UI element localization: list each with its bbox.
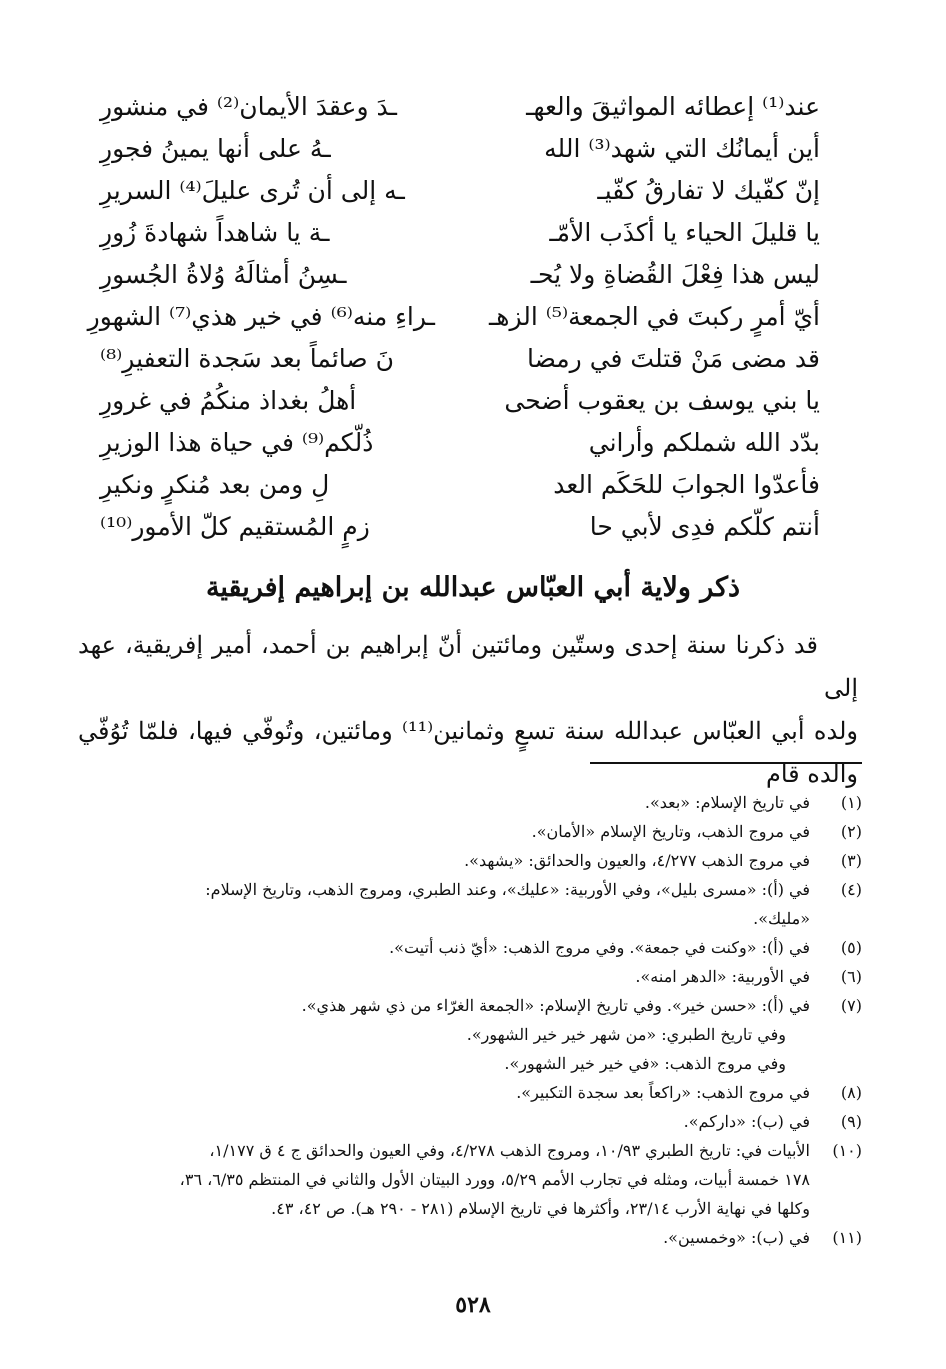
footnote-text bbox=[72, 962, 810, 991]
footnote-number: (٢) bbox=[840, 822, 862, 841]
footnote bbox=[72, 1107, 862, 1136]
footnote-line: في (أ): «مسرى بليل»، وفي الأوربية: «عليك»، وعند الطبري، ومروج الذهب، وتاريخ الإسلام: bbox=[205, 880, 810, 899]
verse-second-hemistich: لِ ومن بعد مُنكرٍ ونكيرِ bbox=[100, 470, 330, 499]
footnote-line: في مروج الذهب، وتاريخ الإسلام «الأمان». bbox=[531, 822, 810, 841]
verse-first-hemistich: ليس هذا فِعْلَ القُضاةِ ولا يُحـ bbox=[530, 260, 820, 289]
footnote-text bbox=[72, 1223, 810, 1252]
footnote-number: (٤) bbox=[840, 880, 862, 899]
prose-line: ولده أبي العبّاس عبدالله سنة تسعٍ وثمانين⁽¹¹⁾ ومائتين، وتُوفّي فيها، فلمّا تُوُفّي والده قام bbox=[78, 717, 858, 788]
verse-first-hemistich: بدّد الله شملكم وأراني bbox=[588, 428, 820, 457]
verse-row bbox=[100, 380, 820, 422]
verse-row bbox=[100, 254, 820, 296]
footnotes-block bbox=[72, 788, 862, 1252]
verse-second-hemistich: ـهُ على أنها يمينُ فجورِ bbox=[100, 134, 331, 163]
footnote bbox=[72, 875, 862, 933]
footnote bbox=[72, 1078, 862, 1107]
verse-row bbox=[100, 170, 820, 212]
footnote-line: في (ب): «وخمسين». bbox=[663, 1228, 810, 1247]
verse-first-hemistich: يا بني يوسف بن يعقوب أضحى bbox=[504, 386, 820, 415]
footnote bbox=[72, 817, 862, 846]
verse-second-hemistich: أهلُ بغداذ منكُمُ في غرورِ bbox=[100, 386, 357, 415]
verse-row bbox=[100, 464, 820, 506]
footnote-number: (٨) bbox=[840, 1083, 862, 1102]
verse-row bbox=[87, 296, 820, 338]
footnote-line: «مليك». bbox=[753, 909, 810, 928]
footnote-number: (١٠) bbox=[832, 1141, 862, 1160]
footnote-number: (١١) bbox=[832, 1228, 862, 1247]
footnote-number: (١) bbox=[840, 793, 862, 812]
footnote-line: وكلها في نهاية الأرب ٢٣/١٤، وأكثرها في تاريخ الإسلام (٢٨١ - ٢٩٠ هـ). ص ٤٢، ٤٣. bbox=[271, 1199, 810, 1218]
verse-row bbox=[100, 128, 820, 170]
verse-second-hemistich: ـسِنُ أمثالَهُ وُلاةُ الجُسورِ bbox=[100, 260, 347, 289]
footnote-number: (٧) bbox=[840, 996, 862, 1015]
footnote-text bbox=[72, 1078, 810, 1107]
footnote-number: (٥) bbox=[840, 938, 862, 957]
footnote-text bbox=[72, 846, 810, 875]
verse-row bbox=[100, 422, 820, 464]
footnote bbox=[72, 933, 862, 962]
footnote-line: في مروج الذهب: «راكعاً بعد سجدة التكبير». bbox=[516, 1083, 810, 1102]
footnote bbox=[72, 788, 862, 817]
footnote-line: الأبيات في: تاريخ الطبري ١٠/٩٣، ومروج الذهب ٤/٢٧٨، وفي العيون والحدائق ج ٤ ق ١/١٧٧، bbox=[209, 1141, 810, 1160]
footnote-text bbox=[72, 1107, 810, 1136]
verse-first-hemistich: قد مضى مَنْ قتلتَ في رمضا bbox=[526, 344, 820, 373]
footnote-line: وفي تاريخ الطبري: «من شهر خير خير الشهور». bbox=[466, 1025, 786, 1044]
verse-first-hemistich: أين أيمانُك التي شهد⁽³⁾ الله bbox=[544, 134, 820, 163]
prose-block bbox=[78, 624, 858, 796]
verse-second-hemistich: ـراءِ منه⁽⁶⁾ في خير هذي⁽⁷⁾ الشهورِ bbox=[87, 302, 435, 331]
verse-row bbox=[100, 506, 820, 548]
verse-first-hemistich: عند⁽¹⁾ إعطائه المواثيقَ والعهـ bbox=[526, 92, 820, 121]
verse-first-hemistich: أيّ أمرٍ ركبتَ في الجمعة⁽⁵⁾ الزهـ bbox=[488, 302, 820, 331]
footnote-text bbox=[72, 933, 810, 962]
poem-block bbox=[87, 86, 820, 548]
footnote-line: في تاريخ الإسلام: «بعد». bbox=[644, 793, 810, 812]
footnote bbox=[72, 1136, 862, 1223]
footnote-line: في الأوربية: «الدهر امنه». bbox=[635, 967, 810, 986]
verse-second-hemistich: ـة يا شاهداً شهادةَ زُورِ bbox=[100, 218, 330, 247]
footnote-text bbox=[72, 991, 810, 1078]
footnote-line: في (أ): «حسن خير». وفي تاريخ الإسلام: «الجمعة الغرّاء من ذي شهر هذي». bbox=[301, 996, 810, 1015]
verse-second-hemistich: نَ صائماً بعد سَجدة التعفيرِ⁽⁸⁾ bbox=[100, 344, 394, 373]
verse-first-hemistich: إنّ كفّيك لا تفارقُ كفّيـ bbox=[597, 176, 820, 205]
verse-second-hemistich: ذُلّكم⁽⁹⁾ في حياة هذا الوزيرِ bbox=[100, 428, 374, 457]
verse-row bbox=[100, 86, 820, 128]
footnote bbox=[72, 962, 862, 991]
footnote-text bbox=[72, 788, 810, 817]
verse-row bbox=[100, 338, 820, 380]
verse-second-hemistich: زمٍ المُستقيم كلّ الأمور⁽¹⁰⁾ bbox=[100, 512, 370, 541]
prose-line: قد ذكرنا سنة إحدى وستّين ومائتين أنّ إبراهيم بن أحمد، أمير إفريقية، عهد إلى bbox=[78, 631, 858, 702]
footnote-line: في (ب): «داركم». bbox=[683, 1112, 810, 1131]
footnote-number: (٣) bbox=[840, 851, 862, 870]
verse-first-hemistich: يا قليلَ الحياء يا أكذَب الأمّـ bbox=[549, 218, 820, 247]
footnote bbox=[72, 1223, 862, 1252]
footnote-number: (٩) bbox=[840, 1112, 862, 1131]
verse-row bbox=[100, 212, 820, 254]
footnote-line: في (أ): «وكنت في جمعة». وفي مروج الذهب: «أيّ ذنب أتيت». bbox=[389, 938, 810, 957]
verse-first-hemistich: أنتم كلّكم فدِى لأبي حا bbox=[589, 512, 820, 541]
footnote bbox=[72, 991, 862, 1078]
footnote-text bbox=[72, 1136, 810, 1223]
footnote bbox=[72, 846, 862, 875]
verse-second-hemistich: ـه إلى أن تُرى عليلَ⁽⁴⁾ السريرِ bbox=[100, 176, 405, 205]
footnote-separator bbox=[590, 762, 862, 764]
section-heading: ذكر ولاية أبي العبّاس عبدالله بن إبراهيم إفريقية bbox=[205, 572, 741, 603]
footnote-number: (٦) bbox=[840, 967, 862, 986]
footnote-text bbox=[72, 875, 810, 933]
verse-first-hemistich: فأعدّوا الجوابَ للحَكَم العد bbox=[553, 470, 820, 499]
verse-second-hemistich: ـدَ وعقدَ الأيمان⁽²⁾ في منشورِ bbox=[100, 92, 397, 121]
footnote-text bbox=[72, 817, 810, 846]
footnote-line: وفي مروج الذهب: «في خير خير الشهور». bbox=[504, 1054, 786, 1073]
page-number: ٥٢٨ bbox=[455, 1292, 491, 1318]
footnote-line: ١٧٨ خمسة أبيات، ومثله في تجارب الأمم ٥/٢٩، وورد البيتان الأول والثاني في المنتظم ٦/٣٥، ٣٦، bbox=[179, 1170, 810, 1189]
footnote-line: في مروج الذهب ٤/٢٧٧، والعيون والحدائق: «يشهد». bbox=[464, 851, 810, 870]
